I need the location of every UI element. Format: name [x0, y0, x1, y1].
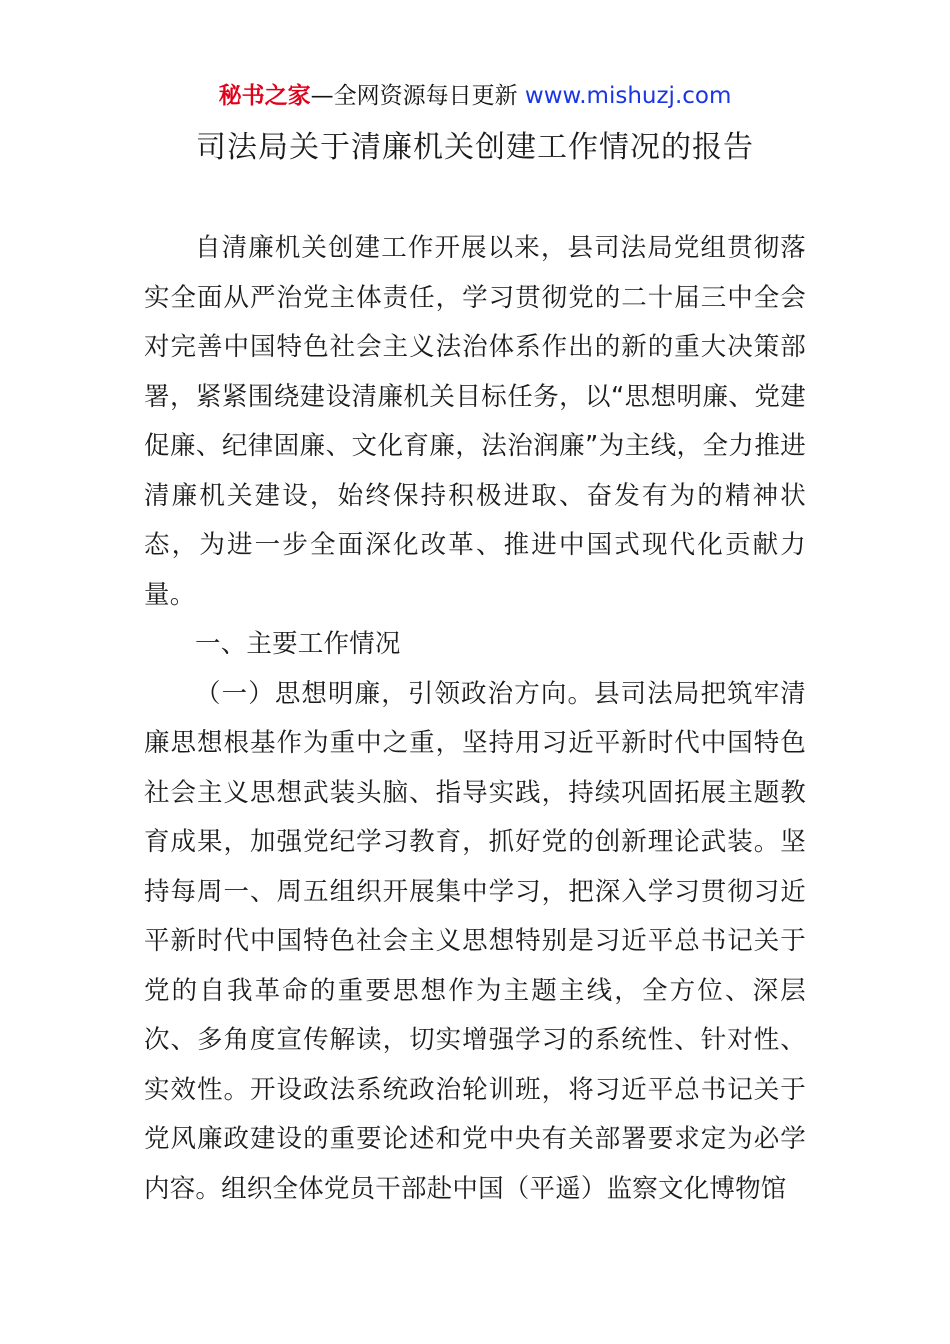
intro-paragraph: 自清廉机关创建工作开展以来，县司法局党组贯彻落实全面从严治党主体责任，学习贯彻党的二十届三中全会对完善中国特色社会主义法治体系作出的新的重大决策部署，紧紧围绕建设清廉机关目标任务，以“思想明廉、党建促廉、纪律固廉、文化育廉，法治润廉”为主线，全力推进清廉机关建设，始终保持积极进取、奋发有为的精神状态，为进一步全面深化改革、推进中国式现代化贡献力量。 [144, 233, 806, 610]
document-body [144, 224, 806, 1214]
site-url-link[interactable]: www.mishuzj.com [524, 83, 732, 109]
site-slogan: —全网资源每日更新 [310, 83, 525, 109]
document-title: 司法局关于清廉机关创建工作情况的报告 [196, 130, 754, 165]
site-brand: 秘书之家 [218, 83, 311, 109]
subsection-paragraph: （一）思想明廉，引领政治方向。县司法局把筑牢清廉思想根基作为重中之重，坚持用习近平新时代中国特色社会主义思想武装头脑、指导实践，持续巩固拓展主题教育成果，加强党纪学习教育，抓好党的创新理论武装。坚持每周一、周五组织开展集中学习，把深入学习贯彻习近平新时代中国特色社会主义思想特别是习近平总书记关于党的自我革命的重要思想作为主题主线，全方位、深层次、多角度宣传解读，切实增强学习的系统性、针对性、实效性。开设政法系统政治轮训班，将习近平总书记关于党风廉政建设的重要论述和党中央有关部署要求定为必学内容。组织全体党员干部赴中国（平遥）监察文化博物馆 [144, 678, 806, 1204]
site-header [0, 80, 950, 112]
section-heading: 一、主要工作情况 [195, 629, 401, 659]
